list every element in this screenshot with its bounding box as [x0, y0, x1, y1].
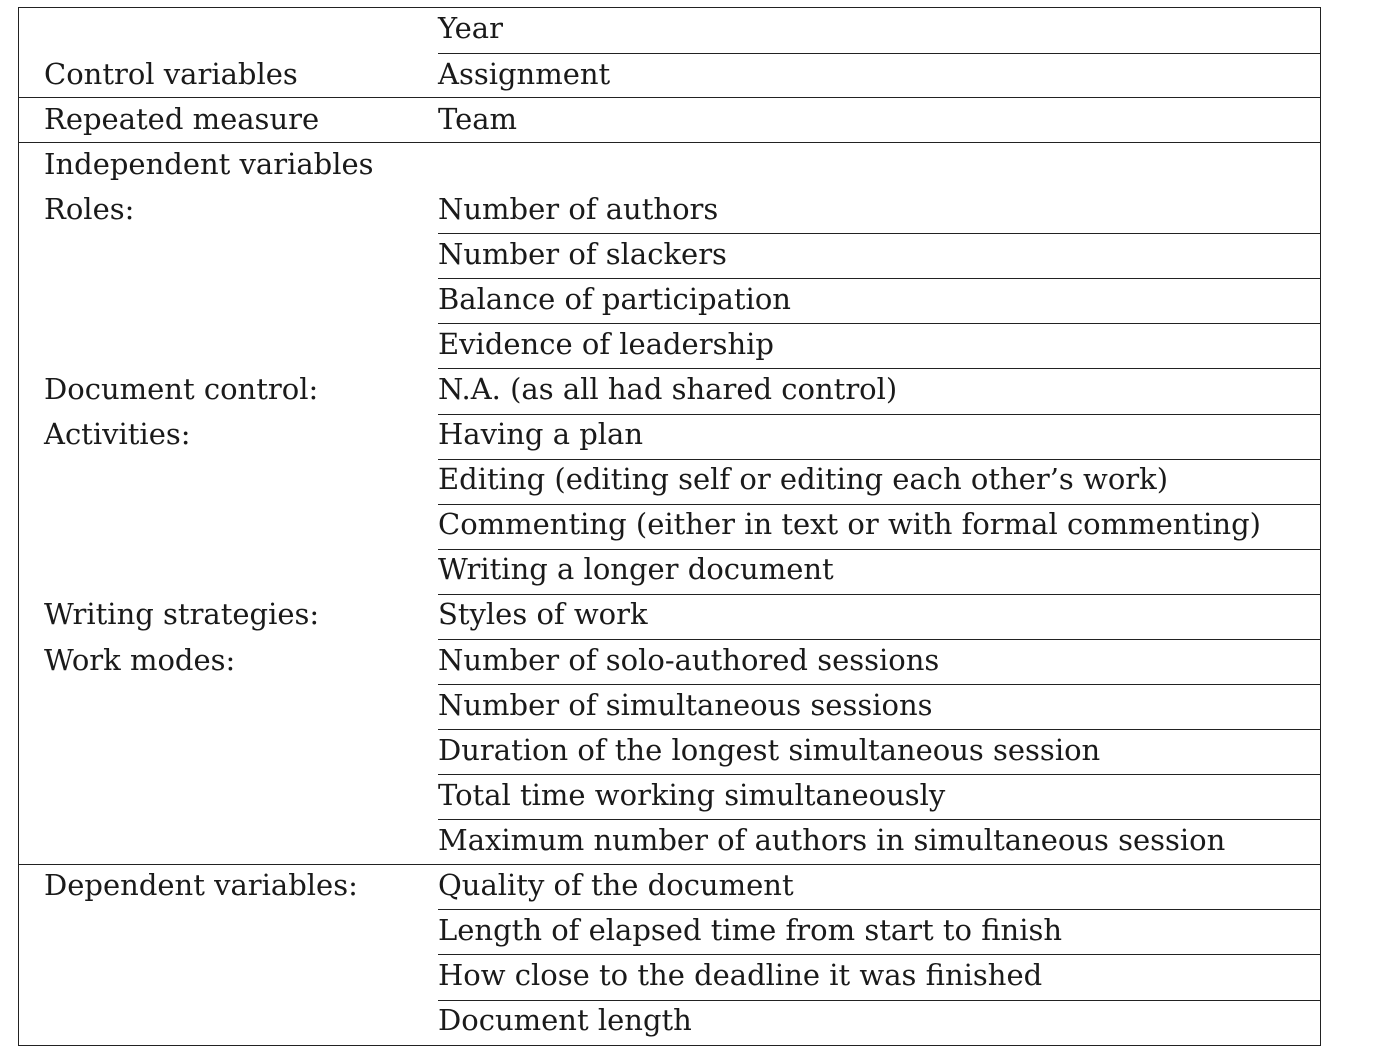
row-divider [438, 53, 1321, 54]
row-value: Evidence of leadership [438, 327, 774, 361]
row-value: Number of slackers [438, 237, 727, 271]
row-divider [438, 549, 1321, 550]
table-row [18, 277, 1321, 322]
table-row [18, 773, 1321, 818]
row-divider [438, 1000, 1321, 1001]
row-value: Styles of work [438, 597, 648, 631]
table-row [18, 457, 1321, 502]
row-divider [438, 323, 1321, 324]
table-row [18, 953, 1321, 998]
row-label: Dependent variables: [44, 868, 358, 902]
row-divider [438, 819, 1321, 820]
table-row [18, 818, 1321, 863]
row-divider [438, 909, 1321, 910]
row-label: Work modes: [44, 643, 236, 677]
row-divider [438, 368, 1321, 369]
row-value: Number of authors [438, 192, 719, 226]
table-row [18, 547, 1321, 592]
table-row [18, 592, 1321, 637]
table-row [18, 908, 1321, 953]
row-value: Document length [438, 1003, 692, 1037]
row-divider [438, 504, 1321, 505]
row-value: N.A. (as all had shared control) [438, 372, 898, 406]
row-divider [438, 459, 1321, 460]
row-value: Number of simultaneous sessions [438, 688, 933, 722]
table-row [18, 638, 1321, 683]
row-value: Writing a longer document [438, 552, 834, 586]
row-value: Commenting (either in text or with formal commenting) [438, 507, 1261, 541]
row-label: Independent variables [44, 147, 374, 181]
table-row [18, 863, 1321, 908]
row-value: Year [438, 11, 503, 45]
table-row [18, 728, 1321, 773]
table-row [18, 367, 1321, 412]
table-row [18, 142, 1321, 187]
table-row [18, 52, 1321, 97]
section-divider [18, 864, 1321, 865]
section-divider [18, 97, 1321, 98]
row-value: Length of elapsed time from start to finish [438, 913, 1063, 947]
row-value: Quality of the document [438, 868, 794, 902]
table-row [18, 412, 1321, 457]
table-row [18, 683, 1321, 728]
row-label: Document control: [44, 372, 319, 406]
row-value: Total time working simultaneously [438, 778, 946, 812]
row-value: Number of solo-authored sessions [438, 643, 940, 677]
row-label: Roles: [44, 192, 135, 226]
row-label: Activities: [44, 417, 191, 451]
row-value: Assignment [438, 57, 611, 91]
table-row [18, 97, 1321, 142]
row-value: Balance of participation [438, 282, 791, 316]
row-label: Writing strategies: [44, 597, 320, 631]
row-divider [438, 729, 1321, 730]
row-label: Repeated measure [44, 102, 320, 136]
row-value: Team [438, 102, 518, 136]
row-divider [438, 233, 1321, 234]
row-divider [438, 684, 1321, 685]
row-divider [438, 954, 1321, 955]
table-row [18, 502, 1321, 547]
row-value: Duration of the longest simultaneous session [438, 733, 1101, 767]
row-divider [438, 278, 1321, 279]
section-divider [18, 142, 1321, 143]
table-row [18, 187, 1321, 232]
table-row [18, 232, 1321, 277]
row-divider [438, 594, 1321, 595]
row-label: Control variables [44, 57, 298, 91]
row-value: How close to the deadline it was finished [438, 958, 1043, 992]
row-value: Having a plan [438, 417, 644, 451]
table-row [18, 322, 1321, 367]
table-row [18, 998, 1321, 1043]
row-value: Editing (editing self or editing each other’s work) [438, 462, 1169, 496]
row-value: Maximum number of authors in simultaneous session [438, 823, 1226, 857]
row-divider [438, 639, 1321, 640]
table-row [18, 6, 1321, 51]
row-divider [438, 414, 1321, 415]
row-divider [438, 774, 1321, 775]
